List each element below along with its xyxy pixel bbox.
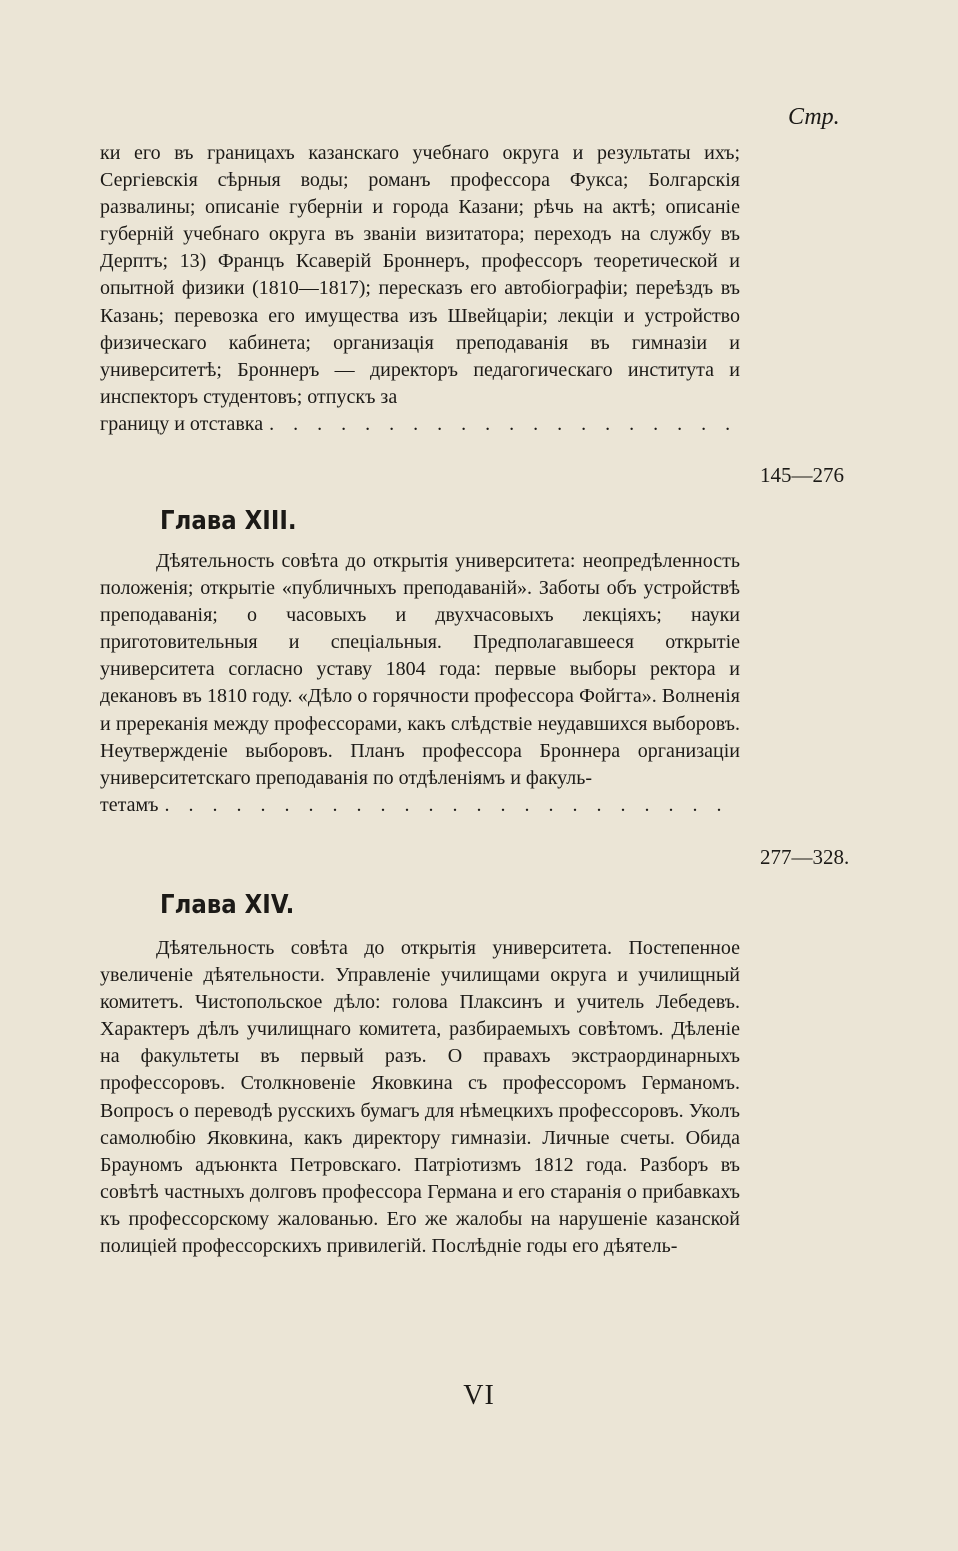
entry-continued-last-line xyxy=(100,411,740,438)
entry-continued xyxy=(100,140,740,438)
page-folio: VI xyxy=(463,1380,495,1411)
chapter-13-entry xyxy=(100,548,740,819)
entry-continued-text: ки его въ границахъ казанскаго учебнаго округа и результаты ихъ; Сергіевскія сѣрныя воды; романъ профессора Фукса; Болгарскія развалины; описаніе губерніи и города Казани; рѣчь на актѣ; описаніе губерній учебнаго округа въ званіи визитатора; переходъ на службу въ Дерптъ; 13) Францъ Ксаверій Броннеръ, профессоръ теоретической и опытной физики (1810—1817); пересказъ его автобіографіи; переѣздъ въ Казань; перевозка его имущества изъ Швейцаріи; лекціи и устройство физическаго кабинета; организація преподаванія въ гимназіи и университетѣ; Броннеръ — директоръ педагогическаго института и инспекторъ студентовъ; отпускъ за xyxy=(100,142,740,408)
chapter-13-last-line xyxy=(100,792,740,819)
chapter-13-last-text: тетамъ xyxy=(100,793,159,816)
dot-leader xyxy=(158,792,740,819)
entry-continued-last-text: границу и отставка xyxy=(100,412,264,435)
entry-continued-pages: 145—276 xyxy=(760,463,844,487)
chapter-13-text: Дѣятельность совѣта до открытія университета: неопредѣленность положенія; открытіе «публичныхъ преподаваній». Заботы объ устройствѣ преподаванія; о часовыхъ и двухчасовыхъ лекціяхъ; науки приготовительныя и спеціальныя. Предполагавшееся открытіе университета согласно уставу 1804 года: первые выборы ректора и декановъ въ 1810 году. «Дѣло о горячности профессора Фойгта». Волненія и пререканія между профессорами, какъ слѣдствіе неудавшихся выборовъ. Неутвержденіе выборовъ. Планъ профессора Броннера организаціи университетскаго преподаванія по отдѣленіямъ и факуль- xyxy=(100,550,740,789)
chapter-13-pages: 277—328. xyxy=(760,845,850,869)
dot-leader xyxy=(263,411,740,438)
chapter-14-title: Глава XIV. xyxy=(160,890,295,920)
chapter-13-title: Глава XIII. xyxy=(160,506,297,536)
page-column-label: Стр. xyxy=(788,104,840,130)
chapter-14-entry xyxy=(100,935,740,1260)
chapter-14-text: Дѣятельность совѣта до открытія университета. Постепенное увеличеніе дѣятельности. Управленіе училищами округа и училищный комитетъ. Чистопольское дѣло: голова Плаксинъ и учитель Лебедевъ. Характеръ дѣлъ училищнаго комитета, разбираемыхъ совѣтомъ. Дѣленіе на факультеты въ первый разъ. О правахъ экстраординарныхъ профессоровъ. Столкновеніе Яковкина съ профессоромъ Германомъ. Вопросъ о переводѣ русскихъ бумагъ для нѣмецкихъ профессоровъ. Уколъ самолюбію Яковкина, какъ директору гимназіи. Личные счеты. Обида Брауномъ адъюнкта Петровскаго. Патріотизмъ 1812 года. Разборъ въ совѣтѣ частныхъ долговъ профессора Германа и его старанія о прибавкахъ къ профессорскому жалованью. Его же жалобы на нарушеніе казанской полиціей профессорскихъ привилегій. Послѣдніе годы его дѣятель- xyxy=(100,937,740,1258)
